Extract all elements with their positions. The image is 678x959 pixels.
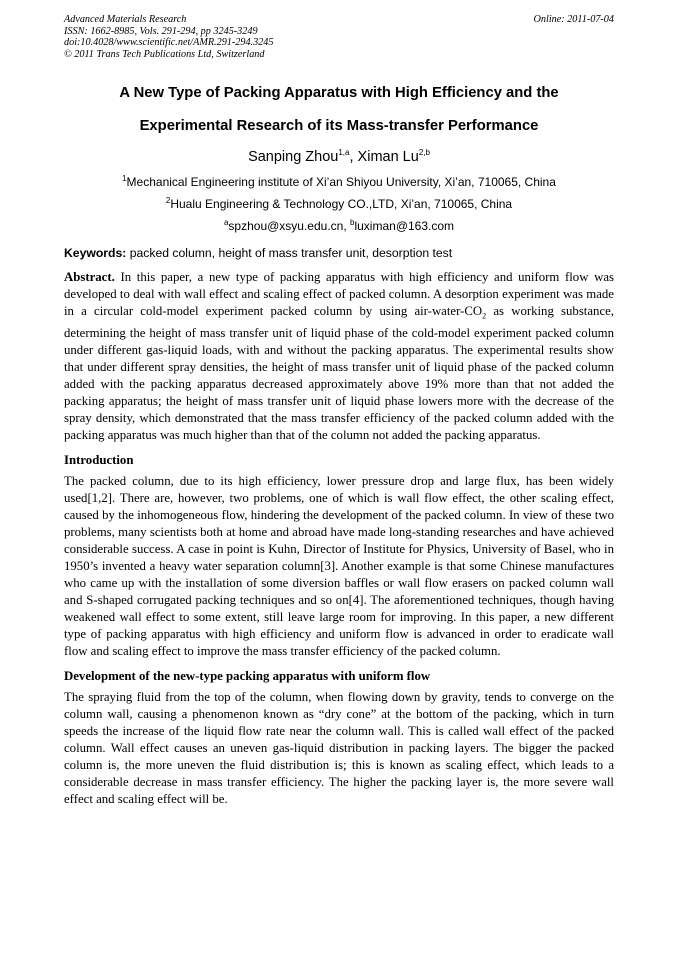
journal-copyright: © 2011 Trans Tech Publications Ltd, Switzerland (64, 48, 265, 60)
abstract-text-1: In this paper, a new type of packing apparatus with high efficiency and uniform flow was developed to deal with wall effect and scaling effect of packed column. A desorption experiment was made in a circular cold-model experiment packed column by using air-water-CO (64, 269, 614, 318)
email-a-sup: a (223, 217, 229, 227)
author-1-name: Sanping Zhou (248, 148, 339, 165)
author-list (64, 148, 614, 165)
author-2-sup: 2,b (418, 148, 430, 157)
journal-issn: ISSN: 1662-8985, Vols. 291-294, pp 3245-3249 (64, 25, 258, 37)
affiliation-1-text: Mechanical Engineering institute of Xi’an Shiyou University, Xi’an, 710065, China (126, 174, 556, 189)
introduction-paragraph: The packed column, due to its high efficiency, lower pressure drop and large flux, has been widely used[1,2]. There are, however, two problems, one of which is wall flow effect, the other scaling effect, caused by the inhomogeneous flow, hindering the development of the packed column. In view of these two problems, many scientists both at home and abroad have made long-standing researches and have achieved considerable success. A case in point is Kuhn, Director of Institute for Physics, University of Basel, who in 1950’s invented a heavy water separation column[3]. Another example is that some Chinese manufactures who came up with the installation of some diversion baffles or wall flow erasers on packed column wall and S-shaped corrugated packing techniques and so on[4]. The aforementioned techniques, though having weakened wall effect to some extent, still leave large room for improving. In this paper, a new different type of packing apparatus with high efficiency and uniform flow is advanced in order to eradicate wall flow and scaling effect to improve the mass transfer efficiency of the packed column. (64, 474, 614, 658)
abstract-label: Abstract. (64, 269, 115, 284)
section-heading-development: Development of the new-type packing apparatus with uniform flow (64, 669, 431, 684)
development-paragraph: The spraying fluid from the top of the column, when flowing down by gravity, tends to converge on the column wall, causing a phenomenon known as “dry cone” at the bottom of the packing, which in turn speeds the increase of the liquid flow rate near the column wall. This is called wall effect of the packed column. Wall effect causes an uneven gas-liquid distribution in packing layers. The bigger the packed column is, the more uneven the fluid distribution is; this is known as scaling effect, which leads to a considerable decrease in mass transfer efficiency. The higher the packing layer is, the more severe wall effect and scaling effect will be. (64, 690, 614, 806)
email-b-sup: b (350, 217, 355, 227)
journal-doi: doi:10.4028/www.scientific.net/AMR.291-294.3245 (64, 37, 274, 48)
author-2-name: Ximan Lu (357, 148, 419, 165)
journal-header (64, 14, 614, 60)
section-heading-introduction: Introduction (64, 453, 134, 468)
author-separator: , (349, 148, 358, 165)
journal-name: Advanced Materials Research (64, 14, 187, 25)
email-a: spzhou@xsyu.edu.cn, (228, 218, 351, 233)
abstract-subscript: 2 (482, 311, 487, 321)
online-date: Online: 2011-07-04 (533, 14, 614, 25)
keywords (64, 246, 614, 260)
abstract-text-2: as working substance, determining the height of mass transfer unit of liquid phase of the cold-model experiment packed column under different gas-liquid loads, with and without the packing apparatus. The experimental results show that under different spray densities, the height of mass transfer unit of liquid phase of the packed column added with the packing apparatus decreased approximately above 19% more than that not added the packing apparatus; the height of mass transfer unit of liquid phase lowers more with the decrease of the spray density, which demonstrated that the mass transfer efficiency of the packed column added with the packing apparatus was much higher than that of the column not added the packing apparatus. (64, 303, 614, 442)
affiliation-2 (64, 196, 614, 211)
affiliation-1 (64, 174, 614, 189)
keywords-label: Keywords: (64, 245, 127, 260)
author-emails (64, 218, 614, 233)
affiliation-2-text: Hualu Engineering & Technology CO.,LTD, Xi’an, 710065, China (170, 196, 513, 211)
affiliation-1-sup: 1 (122, 173, 127, 183)
abstract (64, 269, 614, 444)
paper-page (64, 14, 614, 808)
keywords-text: packed column, height of mass transfer unit, desorption test (126, 245, 453, 260)
email-b: luximan@163.com (354, 218, 455, 233)
affiliation-2-sup: 2 (165, 195, 171, 205)
author-1-sup: 1,a (338, 148, 350, 157)
paper-title-line2: Experimental Research of its Mass-transfer Performance (139, 118, 539, 134)
paper-title-line1: A New Type of Packing Apparatus with High Efficiency and the (119, 85, 559, 101)
